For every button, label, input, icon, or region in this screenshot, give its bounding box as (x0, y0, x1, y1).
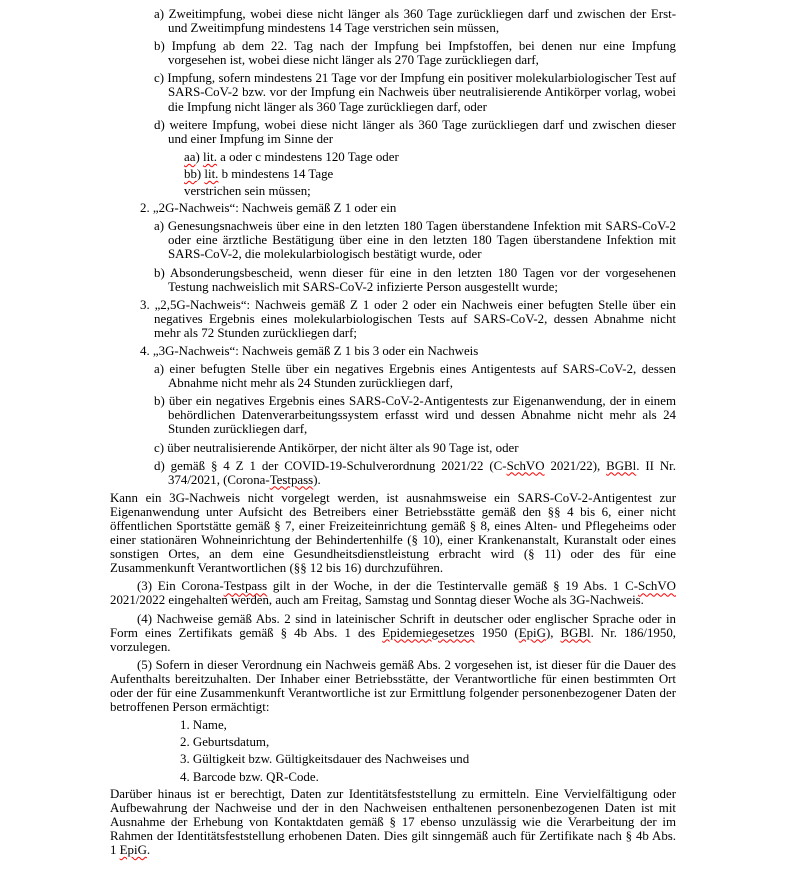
spellcheck-underline: SchVO (506, 458, 545, 473)
list-item (110, 118, 676, 146)
spellcheck-underline: EpiG (119, 842, 147, 857)
paragraph (110, 491, 676, 576)
list-marker: b) (154, 39, 165, 54)
paragraph (110, 579, 676, 607)
spellcheck-underline: BGBl (560, 625, 591, 640)
list-item (110, 362, 676, 390)
text-run: weitere Impfung, wobei diese nicht länger als 360 Tage zurückliegen darf und zwischen dieser und einer Impfung im Sinne der (168, 117, 676, 146)
list-marker: a) (154, 7, 165, 21)
list-item (110, 167, 676, 181)
spellcheck-underline: Testpass (269, 472, 314, 487)
list-marker: c) (154, 71, 165, 86)
list-marker: 3. (140, 297, 150, 312)
paragraph (110, 612, 676, 654)
text-run: „2G-Nachweis“: Nachweis gemäß Z 1 oder ein (152, 201, 397, 216)
text-run: (3) Ein Corona-Testpass gilt in der Woche, in der die Testintervalle gemäß § 19 Abs. 1 C-SchVO 2021/2022 eingehalten werden, auch am Freitag, Samstag und Sonntag dieser Woche als 3G-Nachweis. (110, 579, 676, 608)
list-marker: 2. (180, 735, 190, 750)
list-marker: 4. (180, 769, 190, 784)
list-item (110, 441, 676, 455)
list-marker: 1. (180, 718, 190, 733)
spellcheck-underline: lit. (202, 149, 217, 164)
list-item (110, 459, 676, 487)
spellcheck-underline: BGBl (606, 458, 637, 473)
list-item (110, 718, 676, 732)
text-run: (5) Sofern in dieser Verordnung ein Nachweis gemäß Abs. 2 vorgesehen ist, ist dieser für die Dauer des Aufenthalts bereitzuhalten. Der Inhaber einer Betriebsstätte, der Verantwortliche für einen bestimmten Ort oder der für eine Zusammenkunft Verantwortliche ist zur Ermittlung folgender personenbezogener Daten der betroffenen Person ermächtigt: (110, 657, 676, 715)
list-item (110, 71, 676, 113)
text-run: (4) Nachweise gemäß Abs. 2 sind in lateinischer Schrift in deutscher oder englischer Sprache oder in Form eines Zertifikats gemäß § 4b Abs. 1 des Epidemiegesetzes 1950 (EpiG), BGBl. Nr. 186/1950, vorzulegen. (110, 611, 676, 654)
spellcheck-underline: SchVO (638, 579, 676, 594)
text-run: „2,5G-Nachweis“: Nachweis gemäß Z 1 oder 2 oder ein Nachweis einer befugten Stelle über ein negatives Ergebnis eines molekularbiologischen Tests auf SARS-CoV-2, dessen Abnahme nicht mehr als 72 Stunden zurückliegen darf; (154, 297, 676, 340)
list-item (110, 735, 676, 749)
list-marker: bb) (184, 166, 202, 181)
text-run: einer befugten Stelle über ein negatives Ergebnis eines Antigentests auf SARS-CoV-2, dessen Abnahme nicht mehr als 24 Stunden zurückliegen darf, (168, 362, 676, 391)
text-run: Impfung, sofern mindestens 21 Tage vor der Impfung ein positiver molekularbiologischer Test auf SARS-CoV-2 bzw. vor der Impfung ein Nachweis über neutralisierende Antikörper vorlag, wobei die Impfung nicht länger als 360 Tage zurückliegen darf, oder (167, 71, 676, 114)
text-run: Name, (192, 718, 227, 733)
list-marker: b) (154, 265, 165, 280)
text-run: verstrichen sein müssen; (184, 184, 311, 199)
list-item (110, 39, 676, 67)
paragraph (110, 787, 676, 857)
list-item (110, 150, 676, 164)
spellcheck-underline: EpiG (518, 625, 546, 640)
list-marker: d) (154, 458, 165, 473)
spellcheck-underline: lit. (204, 166, 219, 181)
spellcheck-underline: bb (184, 166, 197, 181)
text-run: Barcode bzw. QR-Code. (192, 769, 319, 784)
text-run: Genesungsnachweis über eine in den letzten 180 Tagen überstandene Infektion mit SARS-CoV-2 oder eine ärztliche Bestätigung über eine in den letzten 180 Tagen überstandene Infektion mit SARS-CoV-2, die molekularbiologisch bestätigt wurde, oder (167, 219, 676, 262)
list-marker: 2. (140, 201, 150, 216)
list-marker: aa) (184, 149, 200, 164)
list-marker: 3. (180, 752, 190, 767)
paragraph (110, 184, 676, 198)
list-item (110, 752, 676, 766)
text-run: über ein negatives Ergebnis eines SARS-CoV-2-Antigentests zur Eigenanwendung, der in einem behördlichen Datenverarbeitungssystem erfasst wird und dessen Abnahme nicht mehr als 24 Stunden zurückliegen darf, (168, 394, 676, 437)
text-run: Geburtsdatum, (192, 735, 270, 750)
text-run: lit. b mindestens 14 Tage (204, 166, 334, 181)
spellcheck-underline: aa (184, 149, 196, 164)
text-run: lit. a oder c mindestens 120 Tage oder (202, 149, 399, 164)
text-run: Kann ein 3G-Nachweis nicht vorgelegt werden, ist ausnahmsweise ein SARS-CoV-2-Antigentest zur Eigenanwendung unter Aufsicht des Betreibers einer Betriebsstätte gemäß den §§ 4 bis 6, einer nicht öffentlichen Sportstätte gemäß § 7, einer Freizeiteinrichtung gemäß § 8, eines Alten- und Pflegeheims oder einer stationären Wohneinrichtung der Behindertenhilfe (§ 10), einer Krankenanstalt, Kuranstalt oder eines sonstigen Ortes, an dem eine Gesundheitsdienstleistung erbracht wird (§ 11) oder des für eine Zusammenkunft Verantwortlichen (§§ 12 bis 16) durchzuführen. (110, 490, 676, 576)
list-item (110, 344, 676, 358)
text-run: gemäß § 4 Z 1 der COVID-19-Schulverordnung 2021/22 (C-SchVO 2021/22), BGBl. II Nr. 374/2021, (Corona-Testpass). (168, 458, 676, 487)
text-run: Darüber hinaus ist er berechtigt, Daten zur Identitätsfeststellung zu ermitteln. Eine Vervielfältigung oder Aufbewahrung der Nachweise und der in den Nachweisen enthaltenen personenbezogenen Daten ist mit Ausnahme der Erhebung von Kontaktdaten gemäß § 17 ebenso unzulässig wie die Verarbeitung der im Rahmen der Identitätsfeststellung erhobenen Daten. Dies gilt sinngemäß auch für Zertifikate nach § 4b Abs. 1 EpiG. (110, 786, 676, 857)
list-marker: a) (154, 219, 165, 234)
text-run: Impfung ab dem 22. Tag nach der Impfung bei Impfstoffen, bei denen nur eine Impfung vorgesehen ist, wobei diese nicht länger als 270 Tage zurückliegen darf, (168, 39, 676, 68)
list-marker: c) (154, 440, 165, 455)
text-run: Zweitimpfung, wobei diese nicht länger als 360 Tage zurückliegen darf und zwischen der Erst- und Zweitimpfung mindestens 14 Tage verstrichen sein müssen, (168, 7, 676, 36)
list-item (110, 219, 676, 261)
text-run: Absonderungsbescheid, wenn dieser für eine in den letzten 180 Tagen vor der vorgesehenen Testung nachweislich mit SARS-CoV-2 infizierte Person ausgestellt wurde; (168, 265, 676, 294)
list-item (110, 7, 676, 35)
list-item (110, 298, 676, 340)
list-marker: d) (154, 117, 165, 132)
spellcheck-underline: Testpass (223, 579, 268, 594)
list-item (110, 394, 676, 436)
list-item (110, 201, 676, 215)
list-item (110, 770, 676, 784)
list-marker: a) (154, 362, 165, 377)
spellcheck-underline: Epidemiegesetzes (382, 625, 475, 640)
text-run: über neutralisierende Antikörper, der nicht älter als 90 Tage ist, oder (167, 440, 519, 455)
list-marker: b) (154, 394, 165, 409)
paragraph (110, 658, 676, 714)
text-run: „3G-Nachweis“: Nachweis gemäß Z 1 bis 3 oder ein Nachweis (152, 343, 479, 358)
list-marker: 4. (140, 343, 150, 358)
list-item (110, 266, 676, 294)
text-run: Gültigkeit bzw. Gültigkeitsdauer des Nachweises und (192, 752, 470, 767)
